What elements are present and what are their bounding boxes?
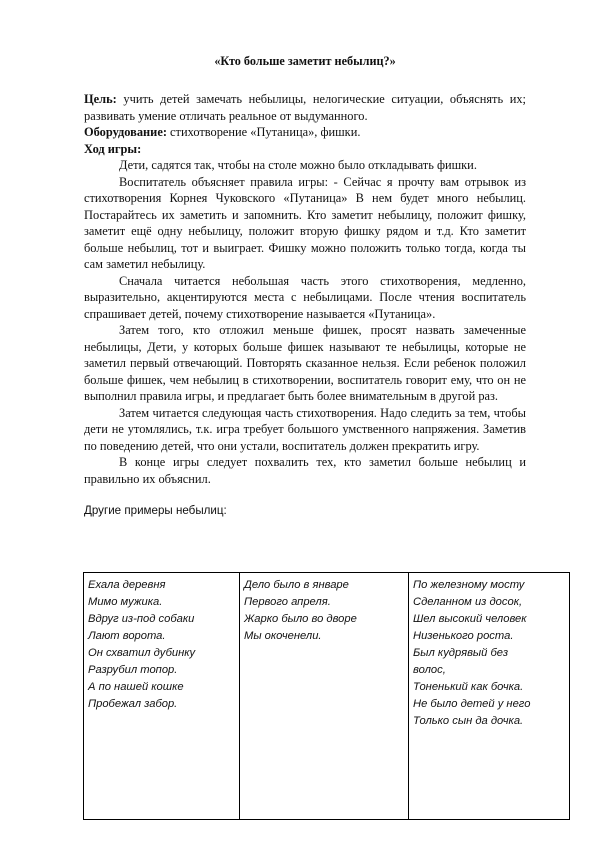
goal-paragraph <box>84 91 526 124</box>
poem-line: А по нашей кошке <box>88 681 184 693</box>
poem-column-3 <box>409 573 570 820</box>
poem-line: Пробежал забор. <box>88 698 178 710</box>
paragraph-1: Дети, садятся так, чтобы на столе можно было откладывать фишки. <box>119 158 477 172</box>
poem-line: Был кудрявый без <box>413 647 509 659</box>
poem-line: Не было детей у него <box>413 698 531 710</box>
poem-line: По железному мосту <box>413 579 525 591</box>
poem-line: Дело было в январе <box>244 579 349 591</box>
poem-line: волос, <box>413 664 446 676</box>
document-title: «Кто больше заметит небылиц?» <box>214 54 396 68</box>
examples-label: Другие примеры небылиц: <box>84 504 227 517</box>
poem-line: Мы окоченели. <box>244 630 322 642</box>
poem-line: Тоненький как бочка. <box>413 681 524 693</box>
paragraph-4: Затем того, кто отложил меньше фишек, просят назвать замеченные небылицы, Дети, у которых больше фишек называют те небылицы, которые не заметил первый отвечающий. Повторять сказанное нельзя. Если ребенок положил больше фишек, чем небылиц в стихотворении, воспитатель говорит ему, что он не выполнил правила игры, и предлагает быть более внимательным в другой раз. <box>84 323 526 403</box>
poem-line: Первого апреля. <box>244 596 331 608</box>
document-page <box>84 54 526 520</box>
paragraph-6: В конце игры следует похвалить тех, кто заметил больше небылиц и правильно их объяснил. <box>84 455 526 486</box>
equipment-label: Оборудование: <box>84 125 167 139</box>
equipment-text: стихотворение «Путаница», фишки. <box>166 125 361 139</box>
paragraph-3: Сначала читается небольшая часть этого стихотворения, медленно, выразительно, акцентируются места с небылицами. После чтения воспитатель спрашивает детей, почему стихотворение называется «Путаница». <box>84 273 526 321</box>
poem-line: Сделанном из досок, <box>413 596 523 608</box>
paragraph-5: Затем читается следующая часть стихотворения. Надо следить за тем, чтобы дети не утомлялись, т.к. игра требует большого умственного напряжения. Заметив по поведению детей, что они устали, воспитатель должен прекратить игру. <box>84 405 526 453</box>
poem-line: Мимо мужика. <box>88 596 163 608</box>
poem-column-2 <box>240 573 409 820</box>
poem-line: Лают ворота. <box>88 630 166 642</box>
poem-line: Вдруг из-под собаки <box>88 613 195 625</box>
poem-line: Он схватил дубинку <box>88 647 196 659</box>
equipment-paragraph <box>84 124 526 141</box>
poem-column-1 <box>84 573 240 820</box>
poems-table <box>83 572 570 820</box>
course-heading: Ход игры: <box>84 141 142 156</box>
goal-text: учить детей замечать небылицы, нелогические ситуации, объяснять их; развивать умение отличать реальное от выдуманного. <box>84 92 526 123</box>
poem-line: Шел высокий человек <box>413 613 527 625</box>
poem-line: Разрубил топор. <box>88 664 178 676</box>
poem-line: Жарко было во дворе <box>244 613 357 625</box>
paragraph-2: Воспитатель объясняет правила игры: - Сейчас я прочту вам отрывок из стихотворения Корнея Чуковского «Путаница» В нем будет много небылиц. Постарайтесь их заметить и запомнить. Кто заметит небылицу, положит фишку, заметит ещё одну небылицу, положит вторую фишку рядом и т.д. Кто заметит больше небылиц, тот и выиграет. Фишку можно положить только тогда, когда ты сам заметил небылицу. <box>84 174 526 271</box>
poem-line: Ехала деревня <box>88 579 166 591</box>
poem-line: Низенького роста. <box>413 630 514 642</box>
goal-label: Цель: <box>84 92 117 106</box>
poem-line: Только сын да дочка. <box>413 715 524 727</box>
